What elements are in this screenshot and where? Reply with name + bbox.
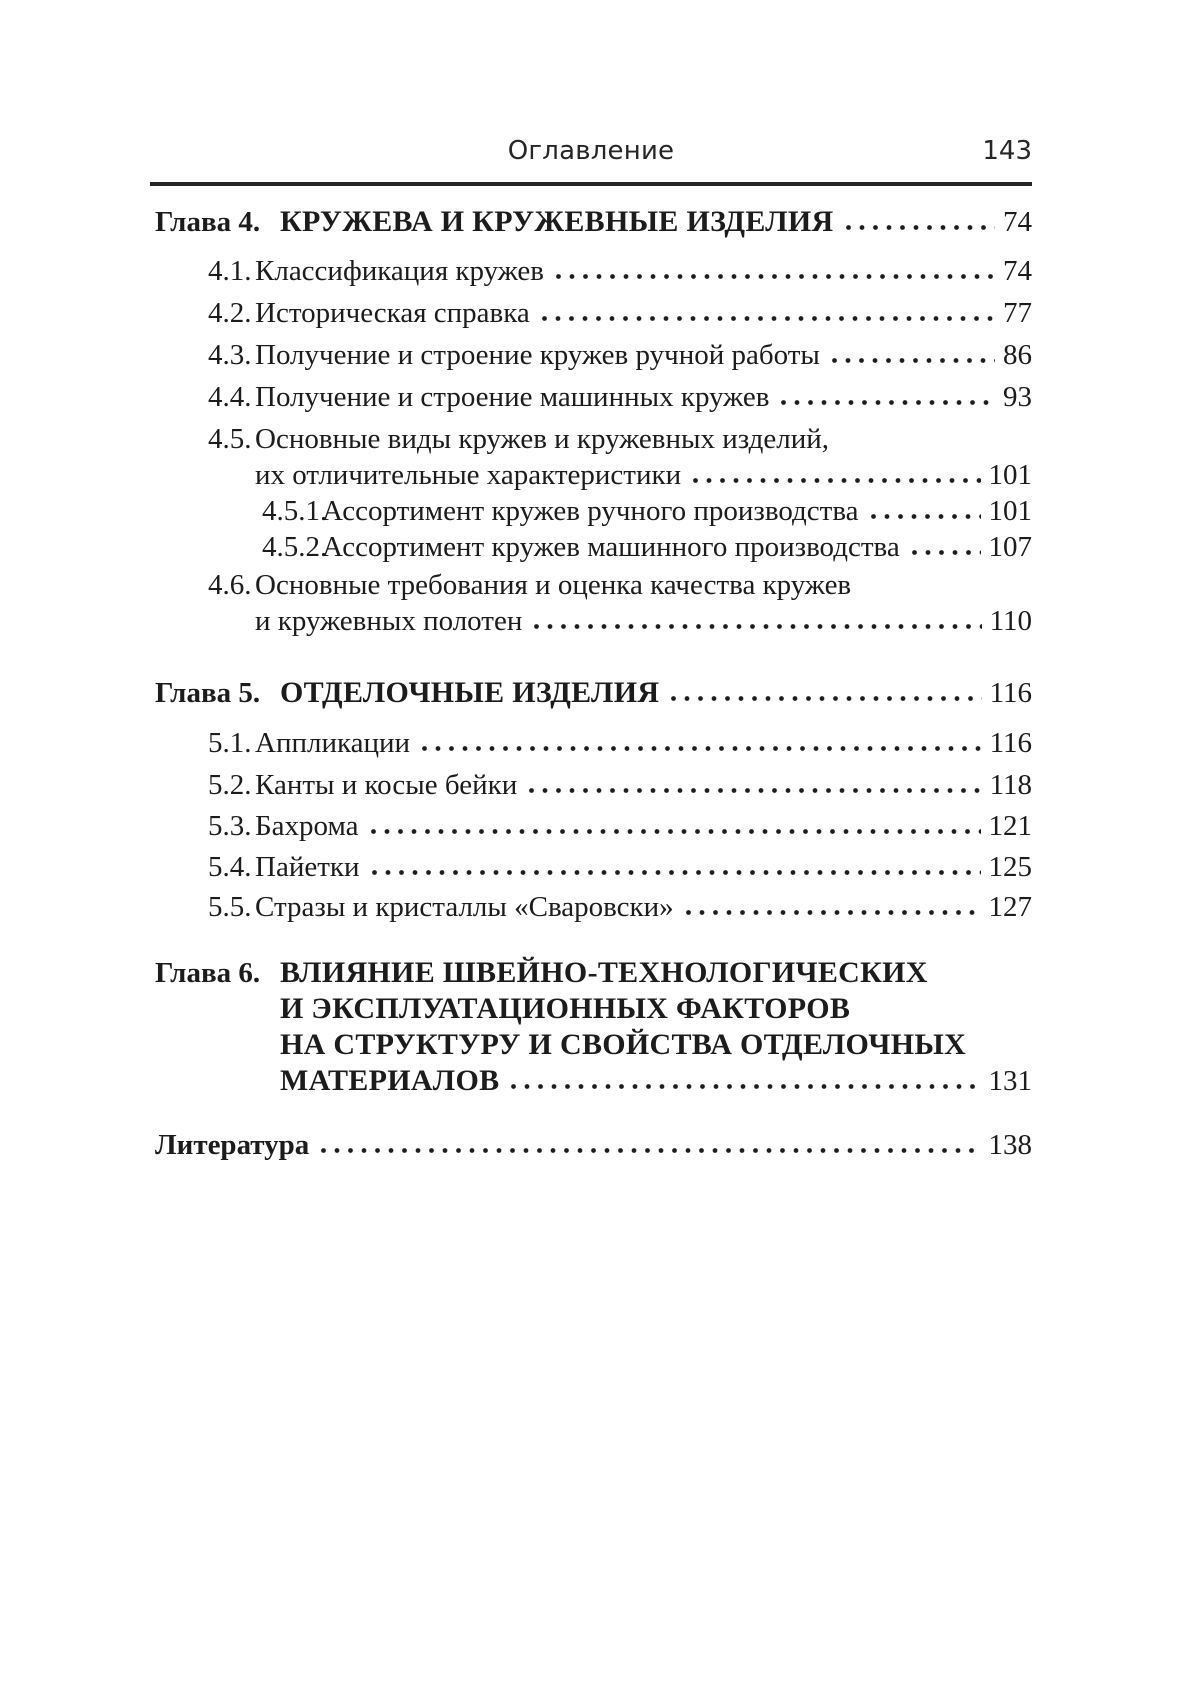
table-of-contents [155, 189, 1032, 1163]
toc-line [155, 1127, 1032, 1163]
toc-line [155, 421, 1032, 457]
entry-title: Ассортимент кружев ручного производства [322, 495, 859, 527]
entry-page: 116 [989, 727, 1032, 759]
running-header [150, 134, 1032, 168]
entry-number: 5.1. [208, 727, 252, 759]
entry-title: ОТДЕЛОЧНЫЕ ИЗДЕЛИЯ [280, 676, 660, 709]
entry-page: 138 [988, 1129, 1032, 1161]
entry-title-continuation: НА СТРУКТУРУ И СВОЙСТВА ОТДЕЛОЧНЫХ [280, 1028, 967, 1061]
toc-line-continuation [155, 457, 1032, 493]
entry-title: Получение и строение кружев ручной работы [255, 339, 820, 371]
toc-entry-4-6 [155, 567, 1032, 639]
toc-line-continuation [155, 603, 1032, 639]
entry-number: 5.2. [208, 769, 252, 801]
entry-page: 116 [989, 677, 1032, 709]
entry-page: 74 [1003, 206, 1032, 238]
toc-entry-4-5-2 [155, 529, 1032, 565]
entry-page: 110 [989, 605, 1032, 637]
entry-title-continuation: МАТЕРИАЛОВ [280, 1064, 500, 1097]
entry-number: 4.5.2. [262, 531, 328, 563]
dot-leader [321, 1147, 980, 1154]
entry-title-continuation: И ЭКСПЛУАТАЦИОННЫХ ФАКТОРОВ [280, 992, 851, 1025]
dot-leader [912, 549, 981, 556]
entry-page: 118 [989, 769, 1032, 801]
dot-leader [534, 623, 981, 630]
toc-line-continuation [155, 1063, 1032, 1099]
dot-leader [871, 513, 981, 520]
entry-page: 101 [988, 459, 1032, 491]
dot-leader [511, 1083, 980, 1090]
toc-entry-4-1 [155, 253, 1032, 289]
entry-page: 125 [988, 851, 1032, 883]
toc-line [155, 253, 1032, 289]
dot-leader [781, 399, 995, 406]
entry-number: 5.5. [208, 891, 252, 923]
entry-title: Основные требования и оценка качества кружев [255, 569, 852, 601]
entry-number: 4.5.1. [262, 495, 328, 527]
dot-leader [422, 745, 982, 752]
entry-number: 4.4. [208, 381, 252, 413]
entry-title: Основные виды кружев и кружевных изделий, [255, 423, 830, 455]
entry-number: Глава 6. [155, 957, 261, 989]
toc-entry-chapter-5 [155, 675, 1032, 711]
toc-entry-4-5-1 [155, 493, 1032, 529]
entry-title: Канты и косые бейки [255, 769, 518, 801]
entry-title: Пайетки [255, 851, 360, 883]
entry-page: 74 [1003, 255, 1032, 287]
entry-title: Ассортимент кружев машинного производства [322, 531, 900, 563]
toc-entry-literature [155, 1127, 1032, 1163]
toc-entry-5-3 [155, 808, 1032, 844]
toc-line [155, 493, 1032, 529]
toc-line-continuation [155, 1027, 1032, 1063]
toc-entry-5-4 [155, 849, 1032, 885]
dot-leader [372, 869, 981, 876]
entry-title: КРУЖЕВА И КРУЖЕВНЫЕ ИЗДЕЛИЯ [280, 205, 834, 238]
dot-leader [542, 315, 995, 322]
entry-title: Литература [155, 1129, 310, 1161]
toc-line [155, 808, 1032, 844]
toc-line [155, 955, 1032, 991]
entry-page: 101 [988, 495, 1032, 527]
toc-line [155, 204, 1032, 240]
toc-entry-chapter-6 [155, 955, 1032, 1099]
toc-line [155, 889, 1032, 925]
entry-page: 86 [1003, 339, 1032, 371]
entry-title-continuation: и кружевных полотен [255, 605, 523, 637]
entry-title: Историческая справка [255, 297, 530, 329]
entry-number: 4.3. [208, 339, 252, 371]
header-rule [150, 182, 1032, 186]
entry-page: 77 [1003, 297, 1032, 329]
entry-page: 131 [988, 1065, 1032, 1097]
entry-title: Получение и строение машинных кружев [255, 381, 770, 413]
entry-title-continuation: их отличительные характеристики [255, 459, 682, 491]
entry-number: 5.3. [208, 810, 252, 842]
entry-number: 4.2. [208, 297, 252, 329]
toc-entry-4-4 [155, 379, 1032, 415]
dot-leader [556, 273, 995, 280]
toc-entry-chapter-4 [155, 204, 1032, 240]
toc-line [155, 767, 1032, 803]
dot-leader [832, 357, 995, 364]
toc-line [155, 379, 1032, 415]
entry-page: 107 [988, 531, 1032, 563]
entry-page: 127 [988, 891, 1032, 923]
entry-number: 5.4. [208, 851, 252, 883]
entry-title: Аппликации [255, 727, 411, 759]
entry-title: Бахрома [255, 810, 359, 842]
toc-entry-4-5 [155, 421, 1032, 493]
entry-number: Глава 4. [155, 206, 261, 238]
toc-entry-4-3 [155, 337, 1032, 373]
dot-leader [529, 787, 981, 794]
toc-line-continuation [155, 991, 1032, 1027]
entry-number: 4.5. [208, 423, 252, 455]
running-header-page-number: 143 [982, 136, 1032, 166]
toc-line [155, 675, 1032, 711]
entry-number: 4.6. [208, 569, 252, 601]
entry-number: 4.1. [208, 255, 252, 287]
entry-title: ВЛИЯНИЕ ШВЕЙНО-ТЕХНОЛОГИЧЕСКИХ [280, 956, 928, 989]
dot-leader [693, 477, 980, 484]
running-header-title: Оглавление [507, 136, 675, 166]
entry-page: 93 [1003, 381, 1032, 413]
toc-line [155, 567, 1032, 603]
dot-leader [671, 695, 981, 702]
entry-page: 121 [988, 810, 1032, 842]
toc-entry-4-2 [155, 295, 1032, 331]
toc-line [155, 337, 1032, 373]
dot-leader [846, 224, 995, 231]
dot-leader [371, 828, 981, 835]
toc-entry-5-5 [155, 889, 1032, 925]
toc-line [155, 529, 1032, 565]
toc-line [155, 725, 1032, 761]
dot-leader [686, 909, 981, 916]
toc-line [155, 295, 1032, 331]
toc-line [155, 849, 1032, 885]
entry-title: Классификация кружев [255, 255, 544, 287]
entry-number: Глава 5. [155, 677, 261, 709]
entry-title: Стразы и кристаллы «Сваровски» [255, 891, 674, 923]
toc-entry-5-2 [155, 767, 1032, 803]
toc-entry-5-1 [155, 725, 1032, 761]
